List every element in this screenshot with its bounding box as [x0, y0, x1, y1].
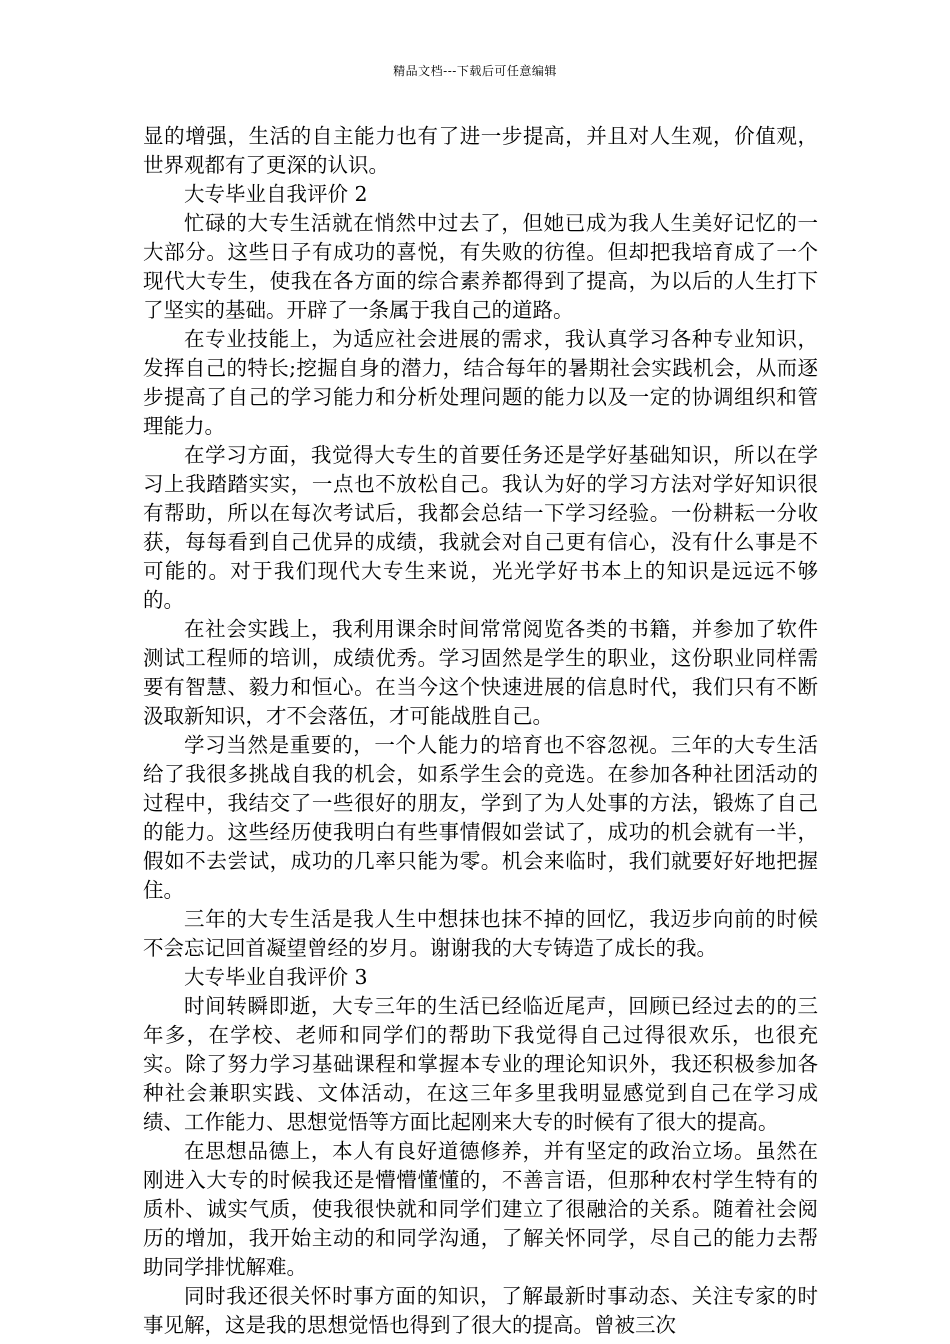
section-heading-2: 大专毕业自我评价 2 [184, 182, 368, 206]
page-header: 精品文档---下载后可任意编辑 [393, 64, 557, 78]
paragraph: 在思想品德上，本人有良好道德修养，并有坚定的政治立场。虽然在刚进入大专的时候我还是懵懵懂懂的，不善言语，但那种农村学生特有的质朴、诚实气质，使我很快就和同学们建立了很融洽的关系。随着社会阅历的增加，我开始主动的和同学沟通，了解关怀同学，尽自己的能力去帮助同学排忧解难。 [143, 1139, 818, 1279]
paragraph: 在社会实践上，我利用课余时间常常阅览各类的书籍，并参加了软件测试工程师的培训，成绩优秀。学习固然是学生的职业，这份职业同样需要有智慧、毅力和恒心。在当今这个快速进展的信息时代，我们只有不断汲取新知识，才不会落伍，才可能战胜自己。 [143, 617, 818, 728]
paragraph: 同时我还很关怀时事方面的知识，了解最新时事动态、关注专家的时事见解，这是我的思想觉悟也得到了很大的提高。曾被三次 [143, 1284, 818, 1337]
document-body [143, 122, 818, 1340]
paragraph: 在专业技能上，为适应社会进展的需求，我认真学习各种专业知识，发挥自己的特长;挖掘自身的潜力，结合每年的暑期社会实践机会，从而逐步提高了自己的学习能力和分析处理问题的能力以及一定的协调组织和管理能力。 [143, 327, 818, 438]
paragraph: 忙碌的大专生活就在悄然中过去了，但她已成为我人生美好记忆的一大部分。这些日子有成功的喜悦，有失败的彷徨。但却把我培育成了一个现代大专生，使我在各方面的综合素养都得到了提高，为以后的人生打下了坚实的基础。开辟了一条属于我自己的道路。 [143, 211, 818, 322]
section-heading-3: 大专毕业自我评价 3 [184, 965, 368, 989]
paragraph: 在学习方面，我觉得大专生的首要任务还是学好基础知识，所以在学习上我踏踏实实，一点也不放松自己。我认为好的学习方法对学好知识很有帮助，所以在每次考试后，我都会总结一下学习经验。一份耕耘一分收获，每每看到自己优异的成绩，我就会对自己更有信心，没有什么事是不可能的。对于我们现代大专生来说，光光学好书本上的知识是远远不够的。 [143, 443, 818, 612]
paragraph-continuation: 显的增强，生活的自主能力也有了进一步提高，并且对人生观，价值观，世界观都有了更深的认识。 [143, 124, 818, 177]
paragraph: 三年的大专生活是我人生中想抹也抹不掉的回忆，我迈步向前的时候不会忘记回首凝望曾经的岁月。谢谢我的大专铸造了成长的我。 [143, 907, 818, 960]
paragraph: 时间转瞬即逝，大专三年的生活已经临近尾声，回顾已经过去的的三年多，在学校、老师和同学们的帮助下我觉得自己过得很欢乐，也很充实。除了努力学习基础课程和掌握本专业的理论知识外，我还积极参加各种社会兼职实践、文体活动，在这三年多里我明显感觉到自己在学习成绩、工作能力、思想觉悟等方面比起刚来大专的时候有了很大的提高。 [143, 994, 818, 1134]
paragraph: 学习当然是重要的，一个人能力的培育也不容忽视。三年的大专生活给了我很多挑战自我的机会，如系学生会的竞选。在参加各种社团活动的过程中，我结交了一些很好的朋友，学到了为人处事的方法，锻炼了自己的能力。这些经历使我明白有些事情假如尝试了，成功的机会就有一半，假如不去尝试，成功的几率只能为零。机会来临时，我们就要好好地把握住。 [143, 733, 818, 902]
